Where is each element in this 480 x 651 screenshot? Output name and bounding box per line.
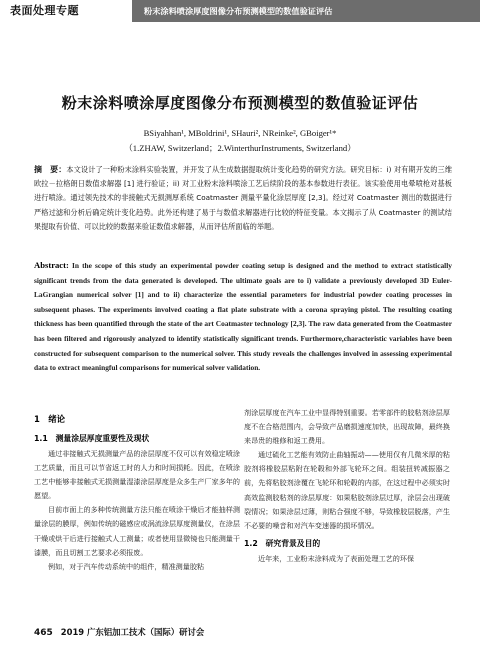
abstract-english [34, 258, 452, 376]
affiliation: （1.ZHAW, Switzerland；2.WinterthurInstruments, Switzerland） [124, 143, 356, 153]
header-running-title: 粉末涂料喷涂厚度图像分布预测模型的数值验证评估 [132, 0, 480, 22]
paragraph: 通过硫化工艺能有效防止曲轴振动——使用仅有几微米厚的粘胶剂将橡胶层粘附在轮毂和外部飞轮环之间。组装扭转减振器之前，先将粘胶剂涂覆在飞轮环和轮毂的内部，在这过程中必须实时高效监测胶粘剂的涂层厚度：如果粘胶剂涂层过厚，涂层会出现破裂情况；如果涂层过薄，则粘合强度不够，导致橡胶层脱落，产生不必要的噪音和对汽车变速器的损坏情况。 [244, 450, 450, 530]
section-heading-introduction: 1 绪论 [34, 414, 65, 424]
subsection-heading-1-1: 1.1 测量涂层厚度重要性及现状 [34, 434, 150, 443]
paragraph: 剂涂层厚度在汽车工业中显得特别重要。若零部件的胶粘剂涂层厚度不在合格范围内，会导致产品磨损速度加快，出现故障，最终换来昂贵的维修和返工费用。 [244, 408, 450, 446]
paragraph: 通过非接触式无损测量产品的涂层厚度不仅可以有效稳定喷涂工艺质量，而且可以节省返工时的人力和时间损耗。因此，在喷涂工艺中能够非接触式无损测量湿漆涂层厚度是众多生产厂家多年的愿望。 [34, 449, 240, 501]
page-footer [34, 626, 454, 638]
paragraph: 目前市面上的多种传统测量方法只能在喷涂干燥后才能抽样测量涂层的膜厚，例如传统的磁感应或涡流涂层厚度测量仪，在涂层干燥或烘干后进行接触式人工测量；或者使用显微镜也只能测量干漆膜，而且切割工艺要求必须报废。 [34, 505, 240, 557]
author-list: BSiyahhan¹, MBoldrini¹, SHauri², NReinke², GBoiger¹* [143, 128, 337, 138]
page-number: 465 [34, 628, 53, 638]
running-header [0, 0, 480, 22]
abstract-english-label: Abstract: [34, 260, 69, 270]
abstract-chinese-label: 摘 要： [34, 165, 67, 174]
body-column-right [244, 406, 450, 566]
abstract-english-text: In the scope of this study an experimental powder coating setup is designed and the method to extract statistically significant trends from the data generated is developed. The ultimate goals are to i) validate a previously developed 3D Euler-LaGrangian numerical solver [1] and to ii) characterize the essential parameters for industrial powder coating processes in subsequent phases. The experiments involved coating a flat plate substrate with a corona spraying pistol. The resulting coating thickness has been quantified through the state of the art Coatmaster technology [2,3]. The raw data generated from the Coatmaster has been filtered and rigorously analyzed to identify statistically significant trends. Furthermore,characteristic variables have been constructed for subsequent comparison to the numerical solver. This study reveals the challenges involved in assessing experimental data to extract meaningful comparisons for numerical solver validation. [34, 261, 452, 373]
subsection-heading-1-2: 1.2 研究背景及目的 [244, 538, 321, 548]
paragraph: 近年来，工业粉末涂料成为了表面处理工艺的环保 [258, 553, 415, 563]
paper-title: 粉末涂料喷涂厚度图像分布预测模型的数值验证评估 [61, 94, 419, 112]
footer-conference: 2019 广东铝加工技术（国际）研讨会 [60, 627, 205, 637]
paragraph: 例如，对于汽车传动系统中的组件，精准测量胶粘 [48, 561, 205, 571]
header-section-label: 表面处理专题 [0, 0, 132, 22]
abstract-chinese-text: 本文设计了一种粉末涂料实验装置，并开发了从生成数据提取统计变化趋势的研究方法。研究目标：i) 对有期开发的三维欧拉－拉格朗日数值求解器 [1] 进行验证；ii) 对工业粉末涂料喷涂工艺后续阶段的基本参数进行表征。该实验使用电晕喷枪对基板进行喷涂。通过领先技术的非接触式无损测厚系统 Coatmaster 测量平量化涂层厚度 [2,3]。经过对 Coatmaster 测出的数据进行严格过滤和分析后确定统计变化趋势。此外还构建了易于与数值求解器进行比较的特征变量。本文揭示了从 Coatmaster 的测试结果提取有价值、可以比较的数据来验证数值求解器，从而评估所面临的举题。 [34, 165, 453, 231]
body-column-left [34, 412, 240, 574]
abstract-chinese [34, 163, 452, 234]
